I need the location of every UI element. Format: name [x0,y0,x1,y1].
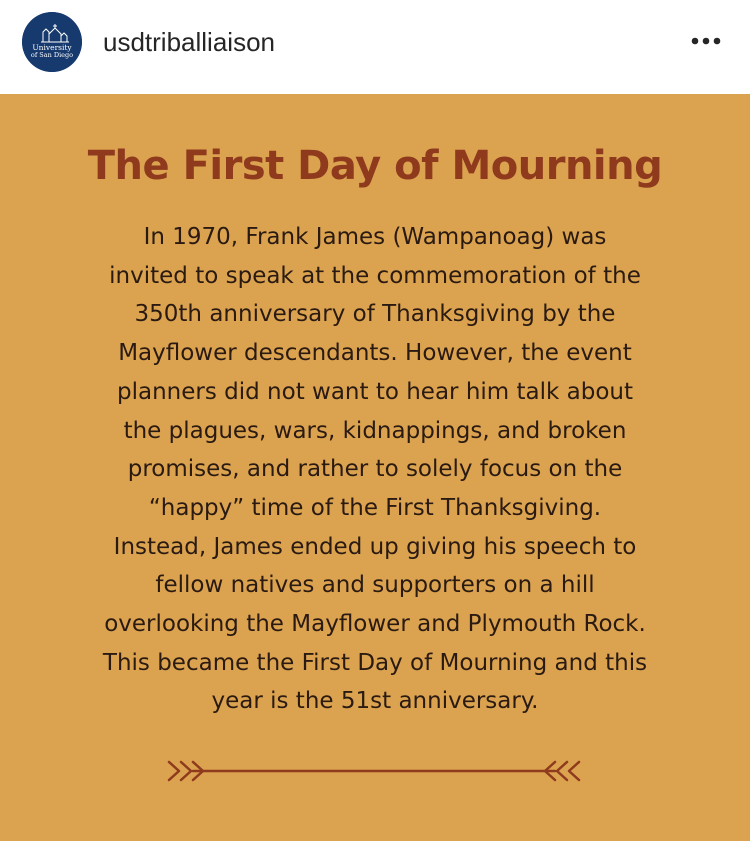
body-line: year is the 51st anniversary. [211,688,539,715]
post-title: The First Day of Mourning [87,143,663,189]
body-line: In 1970, Frank James (Wampanoag) was [143,224,607,250]
avatar-text-line2: of San Diego [30,51,74,59]
more-options-button[interactable] [684,29,728,53]
body-line: overlooking the Mayflower and Plymouth Rock. [104,611,646,638]
post-header [0,0,750,92]
more-horizontal-icon [684,29,728,53]
body-line: “happy” time of the First Thanksgiving. [148,494,602,521]
body-line: This became the First Day of Mourning and this [102,649,648,676]
body-line: fellow natives and supporters on a hill [155,572,595,599]
username-link[interactable]: usdtriballiaison [103,27,275,57]
body-line: the plagues, wars, kidnappings, and broken [123,417,627,444]
avatar[interactable] [22,12,82,72]
university-logo-icon [22,12,82,72]
post-image[interactable] [0,94,750,841]
arrow-divider-icon [165,754,585,788]
body-line: promises, and rather to solely focus on the [127,456,623,483]
avatar-text-line1: University [32,43,72,52]
body-line: Instead, James ended up giving his speech to [113,533,637,560]
body-line: invited to speak at the commemoration of the [109,262,641,289]
body-line: planners did not want to hear him talk about [117,378,633,405]
post-body [60,218,690,721]
body-line: 350th anniversary of Thanksgiving by the [134,301,616,328]
body-line: Mayflower descendants. However, the event [118,340,632,367]
